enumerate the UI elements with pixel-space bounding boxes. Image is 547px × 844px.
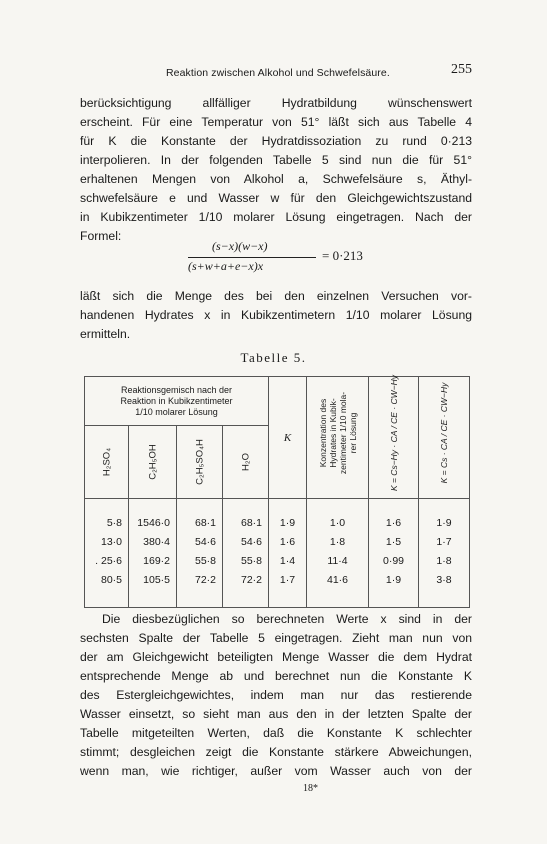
header-line: Hydrates in Kubik- [327, 398, 338, 468]
text-line: erhaltenen Mengen von Alkohol a, Schwefelsäure s, Äthyl- [80, 172, 472, 186]
table-row [85, 513, 470, 532]
table-row [85, 570, 470, 589]
col-header-c2h5so4h [177, 426, 223, 499]
header-text: K = Cs−Hy · CA / CE · CW−Hy [388, 374, 399, 492]
table-cell: 54·6 [223, 532, 269, 551]
table-row [85, 551, 470, 570]
table-cell: 1·5 [369, 532, 419, 551]
table-cell: 1·8 [307, 532, 369, 551]
page-number: 255 [451, 62, 472, 77]
text-line: in Kubikzentimeter 1/10 molarer Lösung eingetragen. Nach der [80, 210, 472, 224]
table-cell: 55·8 [177, 551, 223, 570]
group-header-line: Reaktionsgemisch nach der [120, 385, 233, 395]
formula-numerator: (s−x)(w−x) [212, 239, 268, 253]
table-cell: 80·5 [85, 570, 129, 589]
header-line: zentimeter 1/10 mola- [337, 391, 348, 475]
paragraph-1 [80, 94, 472, 246]
table-bottom [85, 589, 470, 608]
header-line: Konzentration des [317, 398, 328, 468]
table-cell: 55·8 [223, 551, 269, 570]
table-cell: 1·9 [369, 570, 419, 589]
table-cell: 1·8 [419, 551, 470, 570]
col-header-h2o [223, 426, 269, 499]
text-line: sechsten Spalte der Tabelle 5 eingetragen. Zieht man nun von [80, 631, 472, 645]
table-cell: 1·9 [419, 513, 470, 532]
table-caption: Tabelle 5. [240, 350, 307, 365]
running-head: Reaktion zwischen Alkohol und Schwefelsäure. [166, 67, 390, 79]
text-line: erscheint. Für eine Temperatur von 51° läßt sich aus Tabelle 4 [80, 115, 472, 129]
header-line: rer Lösung [347, 412, 358, 454]
text-line: entsprechende Menge ab und berechnet nun die Konstante K [80, 669, 472, 683]
header-text: C₂H₅SO₄H [194, 439, 205, 485]
table-cell: 1·4 [269, 551, 307, 570]
col-header-konzentration [307, 377, 369, 499]
fraction-bar [188, 257, 316, 258]
table-cell: . 25·6 [85, 551, 129, 570]
text-line: ermitteln. [80, 327, 131, 341]
page-header [80, 62, 472, 84]
text-line: Formel: [80, 229, 122, 243]
text-line: für K die Konstante der Hydratdissoziation zu rund 0·213 [80, 134, 472, 148]
text-line: läßt sich die Menge des bei den einzelnen Versuchen vor- [80, 289, 472, 303]
group-header-line: Reaktion in Kubikzentimeter [120, 396, 233, 406]
formula-value: = 0·213 [322, 248, 363, 263]
table-cell: 1546·0 [129, 513, 177, 532]
table-cell: 72·2 [177, 570, 223, 589]
table-cell: 169·2 [129, 551, 177, 570]
table-cell: 68·1 [223, 513, 269, 532]
table-cell: 5·8 [85, 513, 129, 532]
table-cell: 13·0 [85, 532, 129, 551]
table-cell: 3·8 [419, 570, 470, 589]
signature-mark: 18* [303, 783, 318, 794]
text-line: stimmt; desgleichen zeigt die Konstante stärkere Abweichungen, [80, 745, 472, 759]
col-header-k: K [269, 377, 307, 499]
table-cell: 0·99 [369, 551, 419, 570]
paragraph-3 [80, 610, 472, 781]
col-header-k-ratio-2 [419, 377, 470, 499]
spacer-row [85, 499, 470, 514]
header-text: K = Cs · CA / CE · CW−Hy [439, 382, 449, 484]
text-line: Wasser einsetzt, so sieht man aus den in der letzten Spalte der [80, 707, 472, 721]
table-cell: 68·1 [177, 513, 223, 532]
text-line: interpolieren. In der folgenden Tabelle 5 sind nun die für 51° [80, 153, 472, 167]
text-line: des Estergleichgewichtes, indem man nur das restierende [80, 688, 472, 702]
text-line: Tabelle mitgeteilten Werten, daß die Konstante K schlechter [80, 726, 472, 740]
table-cell: 1·7 [419, 532, 470, 551]
header-text: H₂O [240, 453, 251, 471]
table-cell: 1·6 [269, 532, 307, 551]
col-header-k-ratio-1 [369, 374, 419, 499]
header-text: H₂SO₄ [101, 447, 112, 477]
text-line: wenn man, wie richtiger, außer vom Wasser auch von der [80, 764, 472, 778]
col-header-c2h5oh [129, 426, 177, 499]
col-header-h2so4 [85, 426, 129, 499]
table-cell: 1·9 [269, 513, 307, 532]
text-line: der am Gleichgewicht beteiligten Menge Wasser die dem Hydrat [80, 650, 472, 664]
group-header-line: 1/10 molarer Lösung [135, 407, 218, 417]
table-cell: 41·6 [307, 570, 369, 589]
table-cell: 11·4 [307, 551, 369, 570]
table-cell: 380·4 [129, 532, 177, 551]
group-header [85, 377, 269, 426]
table-row [85, 532, 470, 551]
table-cell: 1·0 [307, 513, 369, 532]
text-line: berücksichtigung allfälliger Hydratbildung wünschenswert [80, 96, 472, 110]
table-cell: 1·6 [369, 513, 419, 532]
formula-denominator: (s+w+a+e−x)x [188, 259, 264, 273]
paragraph-2 [80, 287, 472, 344]
table-cell: 54·6 [177, 532, 223, 551]
text-line: Die diesbezüglichen so berechneten Werte x sind in der [102, 612, 472, 626]
text-line: handenen Hydrates x in Kubikzentimetern 1/10 molarer Lösung [80, 308, 472, 322]
table-cell: 105·5 [129, 570, 177, 589]
table-cell: 72·2 [223, 570, 269, 589]
table-5 [84, 376, 470, 608]
header-text: C₂H₅OH [147, 444, 158, 480]
table-cell: 1·7 [269, 570, 307, 589]
formula [188, 237, 388, 277]
text-line: schwefelsäure e und Wasser w für den Gleichgewichtszustand [80, 191, 472, 205]
